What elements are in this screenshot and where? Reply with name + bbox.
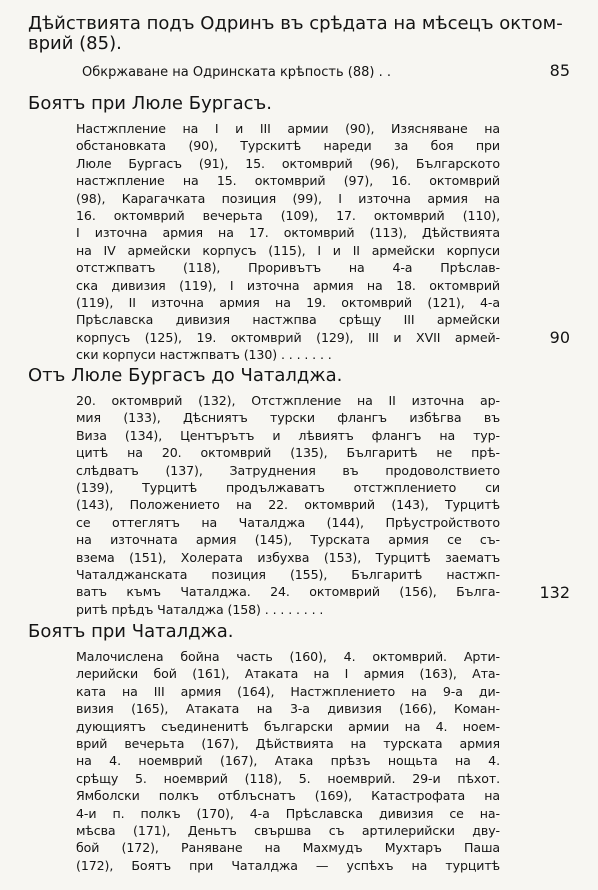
section-heading bbox=[28, 94, 568, 114]
body-line: (172), Боятъ при Чаталджа — успѣхъ на турцитѣ bbox=[76, 857, 500, 873]
page-number: 90 bbox=[549, 328, 570, 347]
body-line: ритѣ прѣдъ Чаталджа (158) . . . . . . . . bbox=[76, 601, 324, 617]
body-line: корпусъ (125), 19. октомврий (129), III и XVII армей- bbox=[76, 329, 500, 345]
body-line: лерийски бой (161), Атаката на I армия (163), Ата- bbox=[76, 666, 500, 682]
page-number: 85 bbox=[549, 61, 570, 80]
body-line: отстжпватъ (118), Проривътъ на 4-а Прѣслав- bbox=[76, 260, 500, 276]
body-line: обстановката (90), Турскитѣ нареди за боя при bbox=[76, 138, 500, 154]
page-number: 132 bbox=[539, 583, 570, 602]
body-line: слѣдватъ (137), Затруднения въ продоволствието bbox=[76, 462, 500, 478]
body-line: Настжпление на I и III армии (90), Изясняване на bbox=[76, 121, 500, 136]
section-body bbox=[76, 648, 500, 874]
body-line: I източна армия на 17. октомврий (113), Дѣйствията bbox=[76, 225, 500, 241]
body-line: мѣсва (171), Деньтъ свършва съ артилерийски дву- bbox=[76, 823, 500, 839]
body-line: взема (151), Холерата избухва (153), Турцитѣ заематъ bbox=[76, 549, 500, 565]
body-line: Люле Бургасъ (91), 15. октомврий (96), Българското bbox=[76, 155, 500, 171]
body-line: цитѣ на 20. октомврий (135), Българитѣ не прѣ- bbox=[76, 445, 500, 461]
body-line: ватъ къмъ Чаталджа. 24. октомврий (156), Бълга- bbox=[76, 584, 500, 600]
body-line: дующиятъ съединенитѣ български армии на 4. ноем- bbox=[76, 718, 500, 734]
body-line: (119), II източна армия на 19. октомврий (121), 4-а bbox=[76, 295, 500, 311]
body-line: мия (133), Дѣсниятъ турски флангъ избѣгва въ bbox=[76, 410, 500, 426]
body-line: Чаталджанската позиция (155), Българитѣ настжп- bbox=[76, 567, 500, 583]
section-heading bbox=[28, 622, 568, 642]
heading-line: Дѣйствията подъ Одринъ въ срѣдата на мѣсецъ октом- bbox=[28, 13, 563, 34]
heading-line: врий (85). bbox=[28, 33, 122, 54]
heading-line: Боятъ при Люле Бургасъ. bbox=[28, 93, 272, 114]
section-body bbox=[76, 120, 500, 364]
section-heading bbox=[28, 14, 568, 54]
body-line: настжпление на 15. октомврий (97), 16. октомврий bbox=[76, 173, 500, 189]
body-line: Виза (134), Центърътъ и лѣвиятъ флангъ на тур- bbox=[76, 427, 500, 443]
body-line: (139), Турцитѣ продължаватъ отстжплението си bbox=[76, 480, 500, 496]
body-line: ска дивизия (119), I източна армия на 18. октомврий bbox=[76, 277, 500, 293]
heading-line: Боятъ при Чаталджа. bbox=[28, 621, 234, 642]
body-line: (143), Положението на 22. октомврий (143), Турцитѣ bbox=[76, 497, 500, 513]
body-line: Малочислена бойна часть (160), 4. октомврий. Арти- bbox=[76, 649, 500, 664]
body-line: Ямболски полкъ отблъснатъ (169), Катастрофата на bbox=[76, 788, 500, 804]
body-line: 16. октомврий вечерьта (109), 17. октомврий (110), bbox=[76, 208, 500, 224]
body-line: на IV армейски корпусъ (115), I и II армейски корпуси bbox=[76, 242, 500, 258]
heading-line: Отъ Люле Бургасъ до Чаталджа. bbox=[28, 365, 343, 386]
body-line: се оттеглятъ на Чаталджа (144), Прѣустройството bbox=[76, 514, 500, 530]
body-line: ски корпуси настжпватъ (130) . . . . . . . bbox=[76, 347, 332, 363]
body-line: 20. октомврий (132), Отстжпление на II източна ар- bbox=[76, 393, 500, 408]
body-line: 4-и п. полкъ (170), 4-а Прѣславска дивизия се на- bbox=[76, 805, 500, 821]
body-line: бой (172), Раняване на Махмудъ Мухтаръ Паша bbox=[76, 840, 500, 856]
body-line: (98), Карагачката позиция (99), I източна армия на bbox=[76, 190, 500, 206]
sub-entry: Обкржаване на Одринската крѣпость (88) . . bbox=[82, 65, 391, 80]
body-line: срѣщу 5. ноемврий (118), 5. ноемврий. 29-и пѣхот. bbox=[76, 770, 500, 786]
body-line: визия (165), Атаката на 3-а дивизия (166), Коман- bbox=[76, 701, 500, 717]
body-line: ката на III армия (164), Настжплението на 9-а ди- bbox=[76, 683, 500, 699]
section-body bbox=[76, 392, 500, 618]
body-line: на 4. ноемврий (167), Атака прѣзъ нощьта на 4. bbox=[76, 753, 500, 769]
body-line: врий вечерьта (167), Дѣйствията на турската армия bbox=[76, 736, 500, 752]
section-heading bbox=[28, 366, 568, 386]
body-line: Прѣславска дивизия настжпва срѣщу III армейски bbox=[76, 312, 500, 328]
body-line: на източната армия (145), Турската армия се съ- bbox=[76, 532, 500, 548]
